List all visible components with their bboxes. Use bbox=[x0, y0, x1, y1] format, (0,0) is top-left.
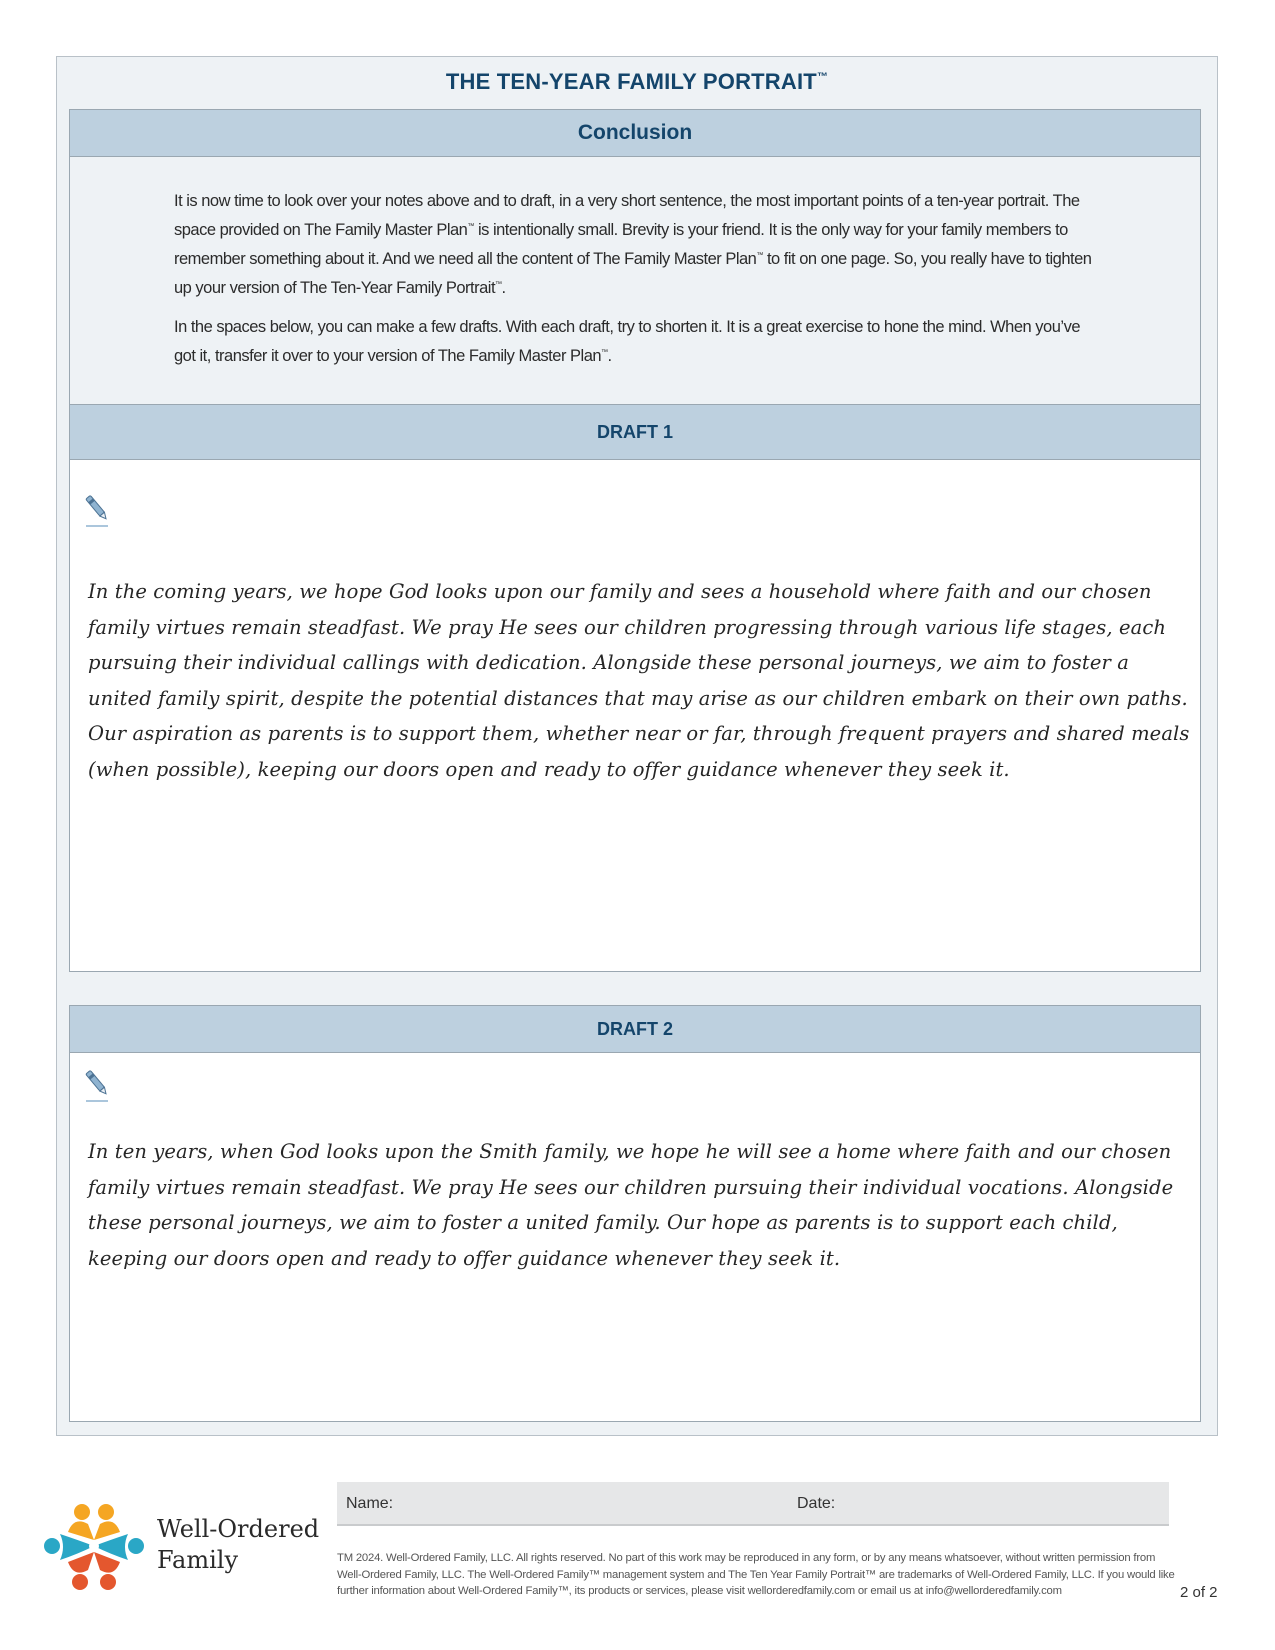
draft-2-area[interactable] bbox=[69, 1053, 1201, 1422]
draft-1-heading: DRAFT 1 bbox=[69, 404, 1201, 460]
conclusion-paragraph-1 bbox=[174, 189, 1100, 301]
text-run: . bbox=[607, 347, 612, 365]
trademark-mark: ™ bbox=[601, 349, 608, 356]
page-number: 2 of 2 bbox=[1180, 1584, 1218, 1601]
text-run: is intentionally small. Brevity is your friend. It is the only way for your family members to remember something about it. And we need all the content of The Family Master Plan bbox=[174, 221, 1068, 268]
pen-icon bbox=[84, 492, 110, 528]
page-title-text: THE TEN-YEAR FAMILY PORTRAIT bbox=[445, 69, 817, 94]
conclusion-heading: Conclusion bbox=[69, 109, 1201, 157]
conclusion-body bbox=[69, 156, 1201, 404]
well-ordered-family-logo-icon bbox=[44, 1502, 144, 1592]
draft-1-text: In the coming years, we hope God looks upon our family and sees a household where faith and our chosen family virtues remain steadfast. We pray He sees our children progressing through various life stages, each pursuing their individual callings with dedication. Alongside these personal journeys, we aim to foster a united family spirit, despite the potential distances that may arise as our children embark on their own paths. Our aspiration as parents is to support them, whether near or far, through frequent prayers and shared meals (when possible), keeping our doors open and ready to offer guidance whenever they seek it. bbox=[88, 580, 1190, 781]
logo-wordmark bbox=[157, 1514, 319, 1576]
pen-icon bbox=[84, 1067, 110, 1103]
legal-notice: TM 2024. Well-Ordered Family, LLC. All rights reserved. No part of this work may be reproduced in any form, or by any means whatsoever, without written permission from Well-Ordered Family, LLC. The Well-Ordered Family™ management system and The Ten Year Family Portrait™ are trademarks of Well-Ordered Family, LLC. If you would like further information about Well-Ordered Family™, its products or services, please visit wellorderedfamily.com or email us at info@wellorderedfamily.com bbox=[337, 1552, 1175, 1597]
trademark-mark: ™ bbox=[467, 223, 474, 230]
draft-2-text: In ten years, when God looks upon the Smith family, we hope he will see a home where faith and our chosen family virtues remain steadfast. We pray He sees our children pursuing their individual vocations. Alongside these personal journeys, we aim to foster a united family. Our hope as parents is to support each child, keeping our doors open and ready to offer guidance whenever they seek it. bbox=[88, 1140, 1174, 1270]
text-run: In the spaces below, you can make a few drafts. With each draft, try to shorten it. It is a great exercise to hone the mind. When you’ve got it, transfer it over to your version of The Family Master Plan bbox=[174, 318, 1080, 365]
text-run: . bbox=[501, 279, 506, 297]
draft-2-heading: DRAFT 2 bbox=[69, 1005, 1201, 1053]
logo-line-2: Family bbox=[157, 1546, 238, 1574]
draft-1-area[interactable] bbox=[69, 460, 1201, 972]
text-run: It is now time to look over your notes above and to draft, in a very short sentence, the most important points of a ten-year portrait. The space provided on The Family Master Plan bbox=[174, 192, 1080, 239]
name-label: Name: bbox=[346, 1495, 394, 1512]
worksheet-frame bbox=[56, 56, 1218, 1436]
date-label: Date: bbox=[797, 1495, 836, 1512]
page-title bbox=[57, 69, 1217, 95]
name-date-bar bbox=[337, 1482, 1169, 1526]
conclusion-paragraph-2 bbox=[174, 315, 1100, 369]
trademark-mark: ™ bbox=[495, 281, 502, 288]
trademark-mark: ™ bbox=[756, 252, 763, 259]
trademark-mark: ™ bbox=[816, 71, 829, 83]
logo-line-1: Well-Ordered bbox=[157, 1515, 320, 1543]
text-run: to fit on one page. So, you really have to tighten up your version of The Ten-Year Family Portrait bbox=[174, 250, 1092, 297]
